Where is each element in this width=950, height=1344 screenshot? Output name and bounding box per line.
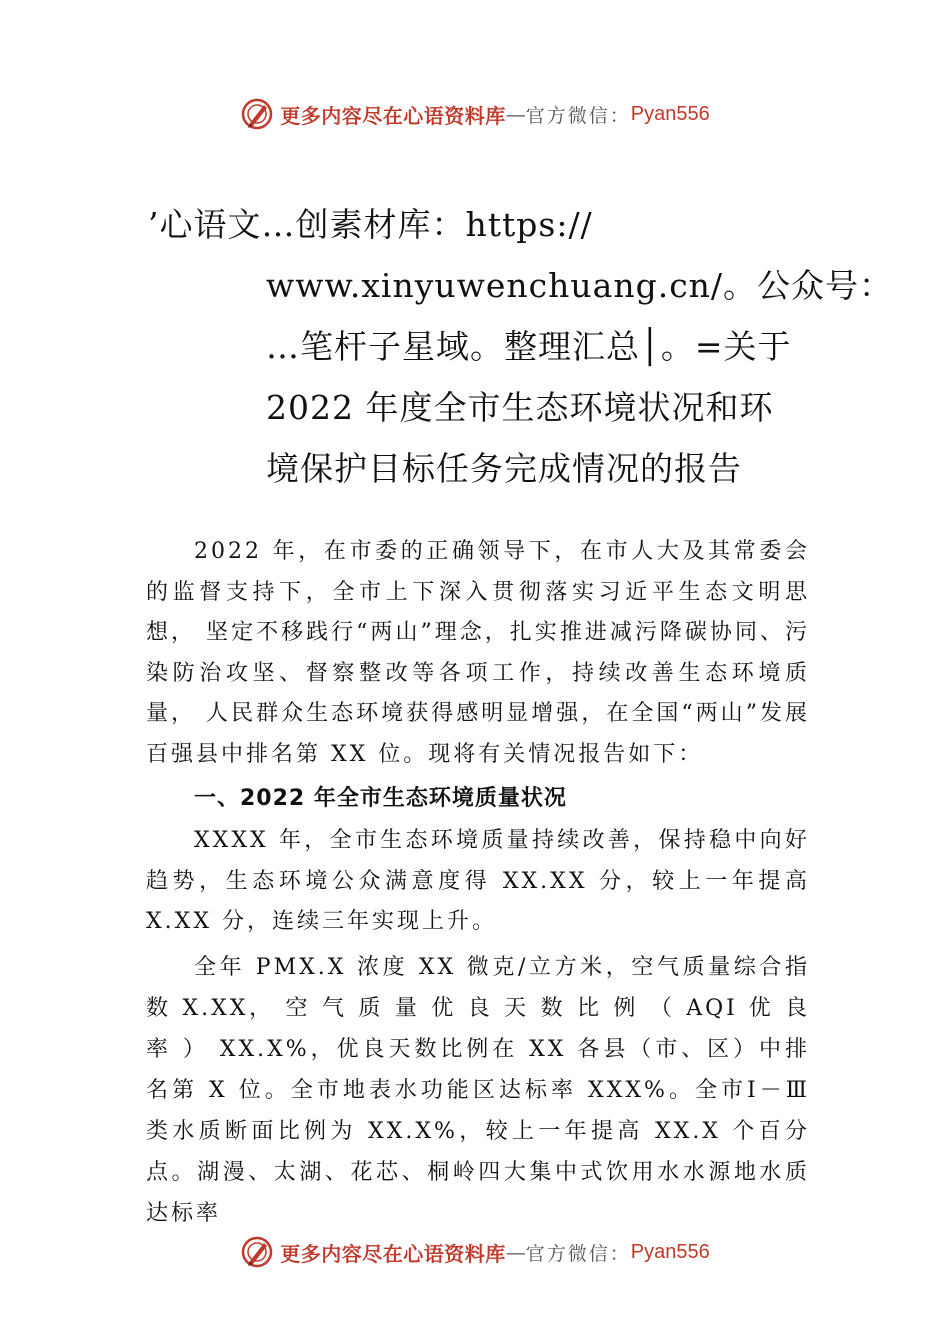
intro-paragraph: 2022 年，在市委的正确领导下，在市人大及其常委会的监督支持下，全市上下深入贯彻落实习近平生态文明思想， 坚定不移践行“两山”理念，扎实推进减污降碳协同、污染防治攻坚、督察整改等各项工作，持续改善生态环境质量， 人民群众生态环境获得感明显增强，在全国“两山”发展百强县中排名第 XX 位。现将有关情况报告如下：: [146, 539, 810, 767]
banner-wechat-id: Pyan556: [630, 102, 710, 125]
air-water-paragraph: 全年 PMX.X 浓度 XX 微克/立方米，空气质量综合指数 X.XX， 空 气 质 量 优 良 天 数 比 例 （ AQI 优 良 率 ） XX.X%，优良天数比例在 XX 各县（市、区）中排名第 X 位。全市地表水功能区达标率 XXX%。全市Ⅰ－Ⅲ类水质断面比例为 XX.X%，较上一年提高 XX.X 个百分点。湖漫、太湖、花芯、桐岭四大集中式饮用水水源地水质达标率: [146, 954, 810, 1226]
banner-wechat-label: 官方微信：: [525, 104, 631, 127]
title-line-1: ’心语文…创素材库：https://: [148, 205, 593, 244]
section-heading-1: 一、2022 年全市生态环境质量状况: [194, 786, 567, 811]
banner-brand: 更多内容尽在心语资料库: [280, 103, 506, 128]
banner-separator: —: [505, 1240, 526, 1264]
footer-watermark: [0, 1232, 950, 1272]
banner-brand: 更多内容尽在心语资料库: [280, 1241, 506, 1266]
document-body: [146, 532, 810, 1234]
title-line-3: …笔杆子星域。整理汇总│。=关于: [266, 327, 792, 366]
banner-wechat-label: 官方微信：: [525, 1242, 631, 1265]
title-line-2: www.xinyuwenchuang.cn/。公众号：: [266, 266, 894, 305]
pen-logo-icon: [240, 97, 274, 131]
pen-logo-icon: [240, 1235, 274, 1269]
header-watermark: [0, 94, 950, 134]
document-title: [148, 194, 894, 499]
banner-separator: —: [505, 102, 526, 126]
banner-wechat-id: Pyan556: [630, 1240, 710, 1263]
title-line-4: 2022 年度全市生态环境状况和环: [266, 388, 774, 427]
quality-summary-paragraph: XXXX 年，全市生态环境质量持续改善，保持稳中向好趋势，生态环境公众满意度得 XX.XX 分，较上一年提高 X.XX 分，连续三年实现上升。: [146, 828, 810, 934]
title-line-5: 境保护目标任务完成情况的报告: [266, 449, 742, 488]
